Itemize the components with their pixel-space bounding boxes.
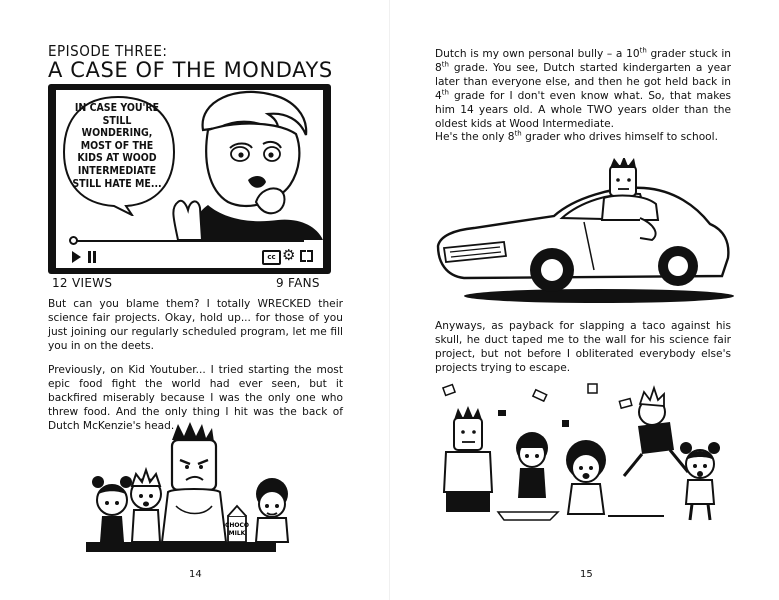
paragraph: But can you blame them? I totally WRECKED their science fair projects. Okay, hold up... for those of you just joining our regularly scheduled program, let me fill you in on the deets. [48,298,343,352]
paragraph: Anyways, as payback for slapping a taco against his skull, he duct taped me to the wall for his science fair project, but not before I obliterated everybody else's projects trying to escape. [435,320,731,374]
fan-count: 9 FANS [276,276,320,290]
video-progress-bar[interactable] [72,240,304,242]
gear-icon[interactable]: ⚙ [282,246,296,264]
progress-scrubber[interactable] [69,236,78,245]
play-icon[interactable] [72,251,81,263]
paragraph: He's the only 8th grader who drives himself to school. [435,129,718,143]
captions-icon[interactable]: cc [262,250,281,265]
svg-text:CHOCO: CHOCO [224,522,250,529]
pause-icon[interactable] [88,251,96,263]
cafeteria-illustration [86,420,301,560]
kid-character-illustration [168,90,323,240]
fullscreen-icon[interactable] [300,250,313,262]
view-count: 12 VIEWS [52,276,113,290]
video-player[interactable] [48,84,331,274]
sports-car-illustration [434,158,734,308]
video-screen[interactable] [56,90,323,268]
left-page [0,0,389,600]
svg-text:MILK: MILK [228,530,246,537]
speech-bubble-text: IN CASE YOU'RE STILL WONDERING, MOST OF THE KIDS AT WOOD INTERMEDIATE STILL HATE ME... [72,102,162,190]
episode-title: A CASE OF THE MONDAYS [48,58,333,82]
science-fair-chaos-illustration [438,380,728,530]
page-number: 15 [580,569,593,580]
right-page [390,0,779,600]
page-number: 14 [189,569,202,580]
paragraph: Previously, on Kid Youtuber... I tried starting the most epic food fight the world had ever seen, but it backfired miserably because I was the only one who threw food. And the only thing I hit was the back of Dutch McKenzie's head. [48,364,343,432]
episode-label: EPISODE THREE: [48,42,168,60]
paragraph: Dutch is my own personal bully – a 10th grader stuck in 8th grade. You see, Dutch started kindergarten a year later than everyone else, and then he got held back in 4th grade for I don't even know what. So, that makes him 14 years old. A whole TWO years older than the oldest kids at Wood Intermediate. [435,46,731,130]
